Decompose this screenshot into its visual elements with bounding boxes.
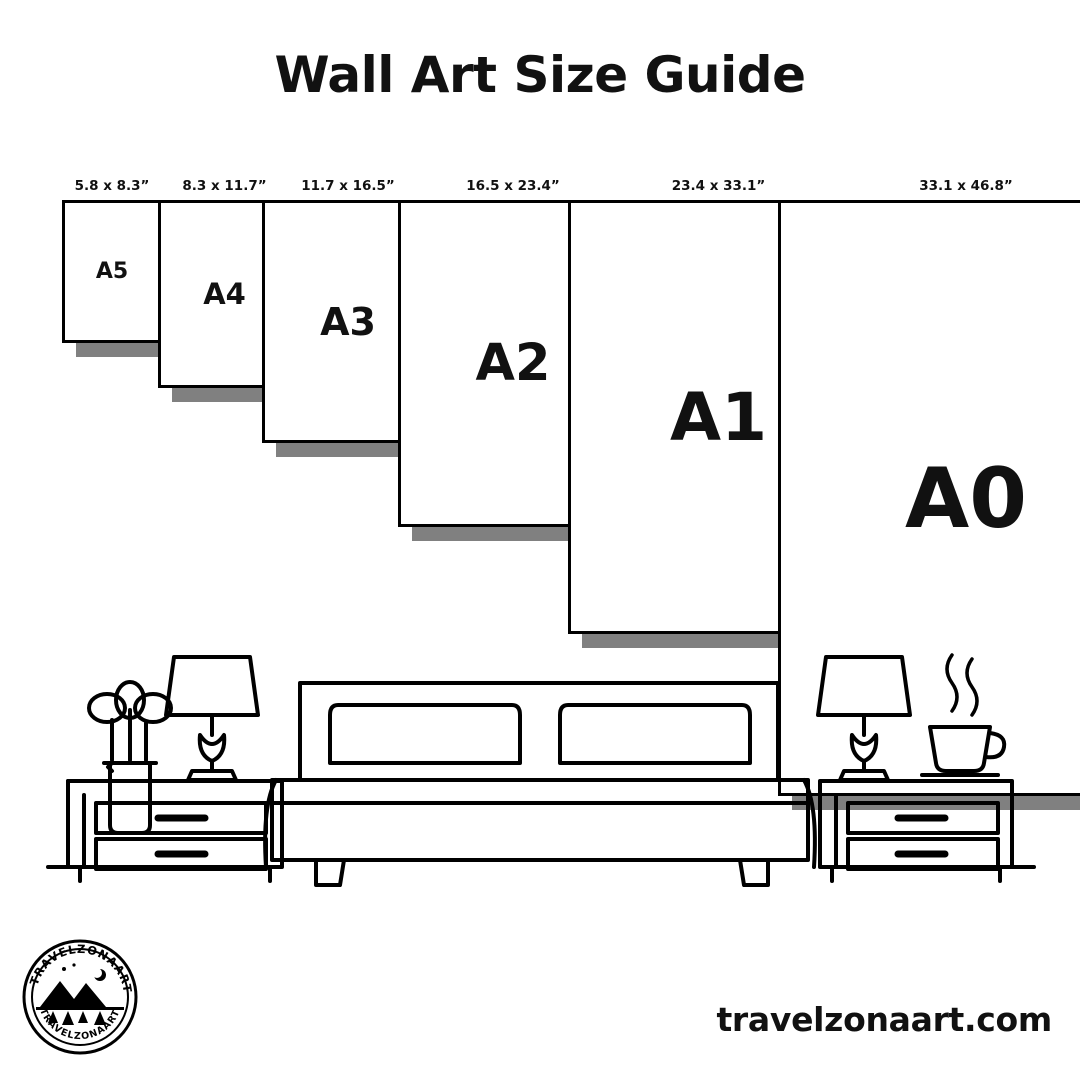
poster-frame-a5[interactable] bbox=[62, 200, 162, 343]
poster-size-label: A4 bbox=[203, 277, 246, 311]
plant-vase bbox=[89, 682, 171, 833]
poster-size-label: A5 bbox=[95, 259, 129, 284]
svg-text:TRAVELZONAART bbox=[37, 1007, 122, 1042]
table-lamp-left bbox=[166, 657, 258, 780]
table-lamp-right bbox=[818, 657, 910, 780]
poster-dimension-label: 11.7 x 16.5” bbox=[301, 178, 395, 194]
poster-dimension-label: 5.8 x 8.3” bbox=[74, 178, 150, 194]
logo-text-top: TRAVELZONAART bbox=[26, 941, 135, 995]
page-title: Wall Art Size Guide bbox=[274, 46, 806, 104]
svg-text:TRAVELZONAART bbox=[27, 942, 135, 994]
logo-text-bottom: TRAVELZONAART bbox=[37, 1006, 123, 1043]
poster-size-row bbox=[0, 170, 1080, 590]
poster-dimension-label: 8.3 x 11.7” bbox=[182, 178, 267, 194]
brand-logo bbox=[18, 935, 143, 1060]
poster-dimension-label: 23.4 x 33.1” bbox=[671, 178, 766, 194]
coffee-cup bbox=[922, 655, 1004, 775]
nightstand-left bbox=[68, 781, 282, 881]
nightstand-right bbox=[820, 781, 1012, 881]
poster-size-label: A1 bbox=[669, 378, 767, 456]
bedroom-illustration bbox=[0, 575, 1080, 905]
logo-badge-icon bbox=[18, 935, 143, 1060]
poster-dimension-label: 33.1 x 46.8” bbox=[919, 178, 1013, 194]
poster-size-label: A0 bbox=[905, 449, 1027, 547]
bed bbox=[265, 683, 815, 885]
website-url: travelzonaart.com bbox=[716, 1000, 1052, 1039]
poster-size-label: A3 bbox=[320, 299, 376, 344]
poster-size-label: A2 bbox=[475, 334, 551, 393]
bedroom-svg bbox=[0, 575, 1080, 905]
poster-dimension-label: 16.5 x 23.4” bbox=[466, 178, 560, 194]
